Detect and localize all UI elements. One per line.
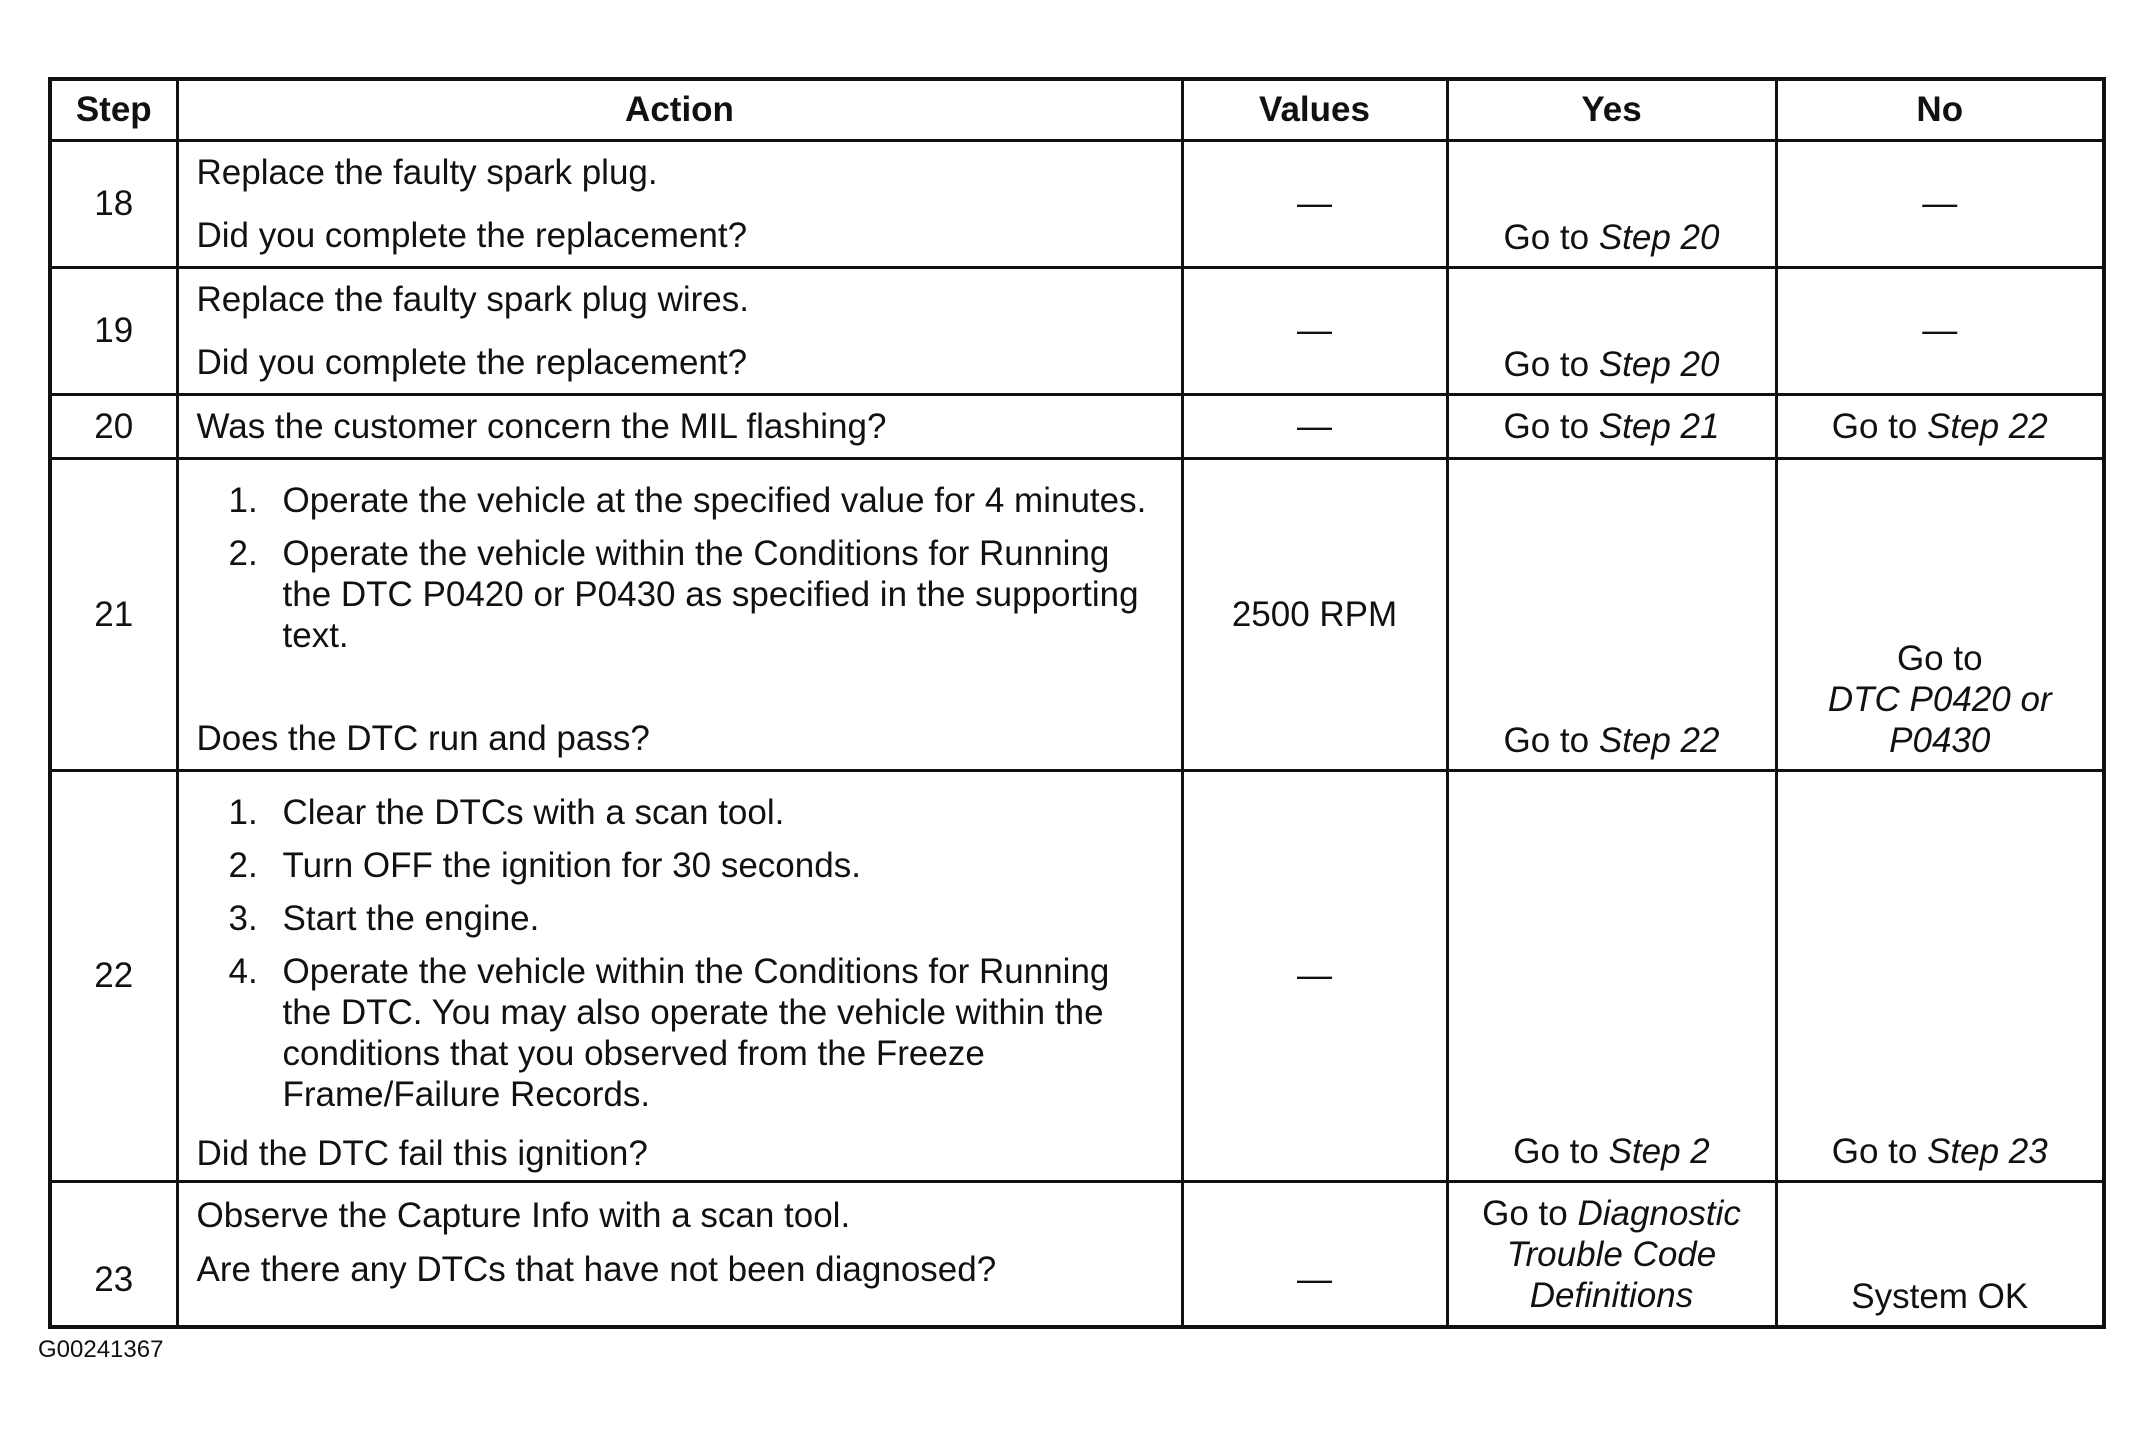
yes-cell bbox=[1447, 1182, 1776, 1327]
table-row bbox=[50, 395, 2104, 459]
value-cell: 2500 RPM bbox=[1182, 459, 1447, 771]
list-number: 1. bbox=[228, 481, 258, 520]
step-number: 22 bbox=[50, 771, 177, 1182]
yes-step-link[interactable]: Step 21 bbox=[1598, 406, 1720, 446]
list-item bbox=[197, 898, 1163, 939]
list-number: 2. bbox=[228, 534, 258, 573]
action-question: Did you complete the replacement? bbox=[196, 343, 748, 382]
no-value: — bbox=[1922, 184, 1958, 223]
list-item-text: Operate the vehicle within the Conditions for Running the DTC P0420 or P0430 as specified in the supporting text. bbox=[282, 534, 1139, 655]
yes-cell bbox=[1447, 268, 1776, 395]
value-cell: — bbox=[1182, 141, 1447, 268]
yes-prefix: Go to bbox=[1482, 1194, 1578, 1233]
yes-prefix: Go to bbox=[1503, 345, 1599, 384]
step-number: 23 bbox=[50, 1182, 177, 1327]
no-result: System OK bbox=[1851, 1276, 2029, 1316]
header-values: Values bbox=[1182, 79, 1447, 141]
list-number: 4. bbox=[228, 952, 258, 991]
action-steps-list bbox=[197, 792, 1163, 1127]
action-text: Observe the Capture Info with a scan tool. bbox=[196, 1196, 851, 1235]
action-cell bbox=[177, 771, 1182, 1182]
no-cell bbox=[1776, 268, 2104, 395]
list-item-text: Operate the vehicle within the Conditions for Running the DTC. You may also operate the vehicle within the conditions that you observed from the Freeze Frame/Failure Records. bbox=[282, 952, 1110, 1114]
yes-step-link[interactable]: Step 2 bbox=[1608, 1132, 1710, 1171]
no-cell bbox=[1776, 771, 2104, 1182]
no-dtc-link[interactable]: DTC P0420 or P0430 bbox=[1827, 680, 2052, 760]
action-cell bbox=[177, 459, 1182, 771]
action-cell bbox=[177, 141, 1182, 268]
yes-step-link[interactable]: Step 20 bbox=[1598, 345, 1720, 384]
action-cell bbox=[177, 395, 1182, 459]
header-step: Step bbox=[50, 79, 177, 141]
no-prefix: Go to bbox=[1896, 639, 1983, 678]
no-value: — bbox=[1922, 311, 1958, 350]
header-yes: Yes bbox=[1447, 79, 1776, 141]
list-item bbox=[197, 792, 1163, 833]
header-no: No bbox=[1776, 79, 2104, 141]
list-item bbox=[197, 845, 1163, 886]
table-row bbox=[50, 771, 2104, 1182]
header-action: Action bbox=[177, 79, 1182, 141]
action-question: Did you complete the replacement? bbox=[196, 216, 748, 255]
step-number: 19 bbox=[50, 268, 177, 395]
table-row bbox=[50, 141, 2104, 268]
action-question: Did the DTC fail this ignition? bbox=[196, 1134, 648, 1173]
action-cell bbox=[177, 1182, 1182, 1327]
no-cell bbox=[1776, 395, 2104, 459]
yes-cell bbox=[1447, 141, 1776, 268]
no-prefix: Go to bbox=[1831, 406, 1928, 446]
list-item bbox=[197, 533, 1163, 656]
step-number: 21 bbox=[50, 459, 177, 771]
yes-cell bbox=[1447, 459, 1776, 771]
yes-prefix: Go to bbox=[1503, 406, 1599, 446]
no-prefix: Go to bbox=[1831, 1132, 1928, 1171]
value-cell: — bbox=[1182, 1182, 1447, 1327]
no-cell bbox=[1776, 141, 2104, 268]
yes-step-link[interactable]: Step 20 bbox=[1598, 218, 1720, 257]
no-cell bbox=[1776, 1182, 2104, 1327]
list-number: 3. bbox=[228, 899, 258, 938]
no-cell bbox=[1776, 459, 2104, 771]
yes-prefix: Go to bbox=[1503, 218, 1599, 257]
value-cell: — bbox=[1182, 395, 1447, 459]
table-row bbox=[50, 1182, 2104, 1327]
list-item-text: Turn OFF the ignition for 30 seconds. bbox=[282, 846, 861, 885]
value-cell: — bbox=[1182, 268, 1447, 395]
step-number: 20 bbox=[50, 395, 177, 459]
action-question: Does the DTC run and pass? bbox=[196, 719, 650, 758]
list-number: 1. bbox=[228, 793, 258, 832]
no-step-link[interactable]: Step 23 bbox=[1927, 1132, 2048, 1171]
figure-id: G00241367 bbox=[38, 1336, 164, 1363]
yes-step-link[interactable]: Step 22 bbox=[1598, 721, 1720, 760]
value-cell: — bbox=[1182, 771, 1447, 1182]
list-item bbox=[197, 951, 1163, 1115]
action-question: Was the customer concern the MIL flashing? bbox=[196, 406, 887, 446]
list-item bbox=[197, 480, 1163, 521]
action-cell bbox=[177, 268, 1182, 395]
list-item-text: Start the engine. bbox=[282, 899, 540, 938]
list-item-text: Operate the vehicle at the specified value for 4 minutes. bbox=[282, 481, 1147, 520]
list-number: 2. bbox=[228, 846, 258, 885]
no-step-link[interactable]: Step 22 bbox=[1927, 406, 2048, 446]
diagnostic-table bbox=[48, 77, 2106, 1329]
table-row bbox=[50, 268, 2104, 395]
header-row bbox=[50, 79, 2104, 141]
action-question: Are there any DTCs that have not been diagnosed? bbox=[196, 1250, 997, 1289]
action-steps-list bbox=[197, 480, 1163, 668]
yes-definitions-link[interactable]: Diagnostic Trouble Code Definitions bbox=[1506, 1194, 1741, 1315]
yes-cell bbox=[1447, 771, 1776, 1182]
yes-cell bbox=[1447, 395, 1776, 459]
list-item-text: Clear the DTCs with a scan tool. bbox=[282, 793, 785, 832]
action-text: Replace the faulty spark plug. bbox=[196, 153, 658, 192]
table-row bbox=[50, 459, 2104, 771]
step-number: 18 bbox=[50, 141, 177, 268]
yes-prefix: Go to bbox=[1513, 1132, 1609, 1171]
yes-prefix: Go to bbox=[1503, 721, 1599, 760]
action-text: Replace the faulty spark plug wires. bbox=[196, 280, 749, 319]
